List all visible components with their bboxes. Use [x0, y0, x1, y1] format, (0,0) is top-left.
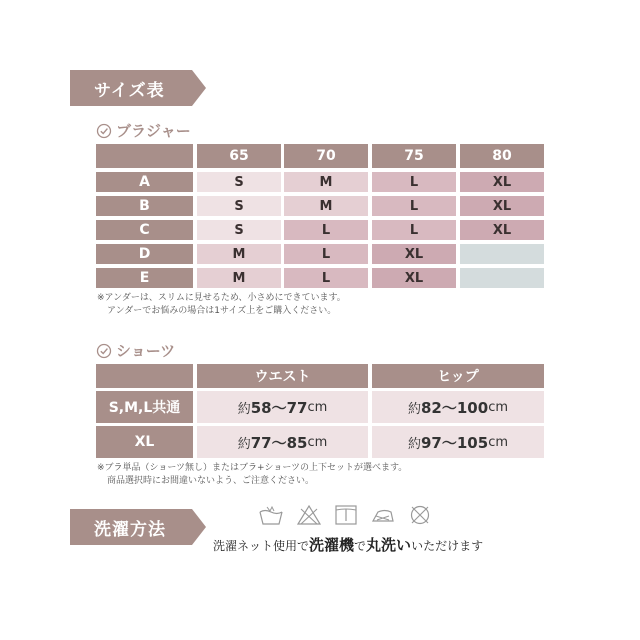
- bra-empty-cell: [460, 268, 544, 288]
- bra-size-cell: L: [284, 268, 368, 288]
- no-bleach-icon: [296, 504, 322, 530]
- shorts-corner-cell: [96, 364, 193, 388]
- bra-size-cell: L: [372, 220, 456, 240]
- wash-text-d: 丸洗い: [366, 536, 412, 554]
- size-table-tag: [70, 70, 192, 106]
- no-dry-clean-icon: [408, 504, 432, 530]
- bra-size-cell: S: [197, 220, 281, 240]
- shorts-hip-cell: [372, 426, 544, 458]
- bra-section-title: [96, 120, 191, 141]
- bra-title: ブラジャー: [116, 122, 191, 140]
- waist-range: 58～77: [250, 398, 308, 417]
- bra-note: [97, 292, 346, 318]
- bra-col-header: 70: [284, 144, 368, 168]
- wash-title: 洗濯方法: [94, 519, 166, 540]
- shorts-section-title: [96, 340, 175, 361]
- approx-label: 約: [237, 401, 251, 417]
- unit-label: cm: [307, 399, 328, 415]
- size-table-title: サイズ表: [94, 80, 165, 101]
- wash-text-a: 洗濯ネット使用で: [213, 539, 310, 553]
- bra-size-cell: XL: [372, 268, 456, 288]
- hip-range: 97～105: [421, 433, 489, 452]
- shorts-note: [97, 462, 407, 488]
- bra-col-header: 80: [460, 144, 544, 168]
- shorts-col-hip: ヒップ: [372, 364, 544, 388]
- bra-size-cell: M: [197, 268, 281, 288]
- check-circle-icon: [96, 343, 112, 359]
- shorts-waist-cell: [197, 426, 368, 458]
- shorts-hip-cell: [372, 391, 544, 423]
- wash-description: [213, 534, 483, 555]
- bra-size-cell: XL: [460, 172, 544, 192]
- check-circle-icon: [96, 123, 112, 139]
- shorts-note-line1: ※ブラ単品（ショーツ無し）またはブラ+ショーツの上下セットが選べます。: [97, 463, 408, 473]
- bra-note-line1: ※アンダーは、スリムに見せるため、小さめにできています。: [97, 293, 346, 303]
- bra-col-header: 65: [197, 144, 281, 168]
- shorts-row-header: S,M,L共通: [96, 391, 193, 423]
- bra-size-cell: M: [284, 172, 368, 192]
- wash-icons: [258, 504, 432, 530]
- bra-row-header: B: [96, 196, 193, 216]
- bra-size-cell: M: [284, 196, 368, 216]
- approx-label: 約: [407, 436, 421, 452]
- low-iron-icon: [370, 504, 396, 530]
- hand-wash-icon: [258, 504, 284, 530]
- bra-row-header: D: [96, 244, 193, 264]
- shorts-title: ショーツ: [116, 342, 176, 360]
- line-dry-icon: [334, 504, 358, 530]
- shorts-note-line2: 商品選択時にお間違いないよう、ご注意ください。: [107, 476, 315, 486]
- waist-range: 77～85: [250, 433, 308, 452]
- wash-text-c: で: [354, 539, 367, 553]
- bra-size-cell: S: [197, 196, 281, 216]
- bra-size-cell: L: [372, 172, 456, 192]
- bra-size-cell: L: [372, 196, 456, 216]
- wash-text-e: いただけます: [411, 539, 484, 553]
- bra-row-header: C: [96, 220, 193, 240]
- bra-row-header: E: [96, 268, 193, 288]
- unit-label: cm: [488, 399, 508, 415]
- unit-label: cm: [307, 434, 328, 450]
- hip-range: 82～100: [421, 398, 489, 417]
- approx-label: 約: [237, 436, 251, 452]
- shorts-waist-cell: [197, 391, 368, 423]
- bra-corner-cell: [96, 144, 193, 168]
- wash-text-b: 洗濯機: [309, 536, 355, 554]
- bra-col-header: 75: [372, 144, 456, 168]
- bra-size-cell: L: [284, 244, 368, 264]
- bra-empty-cell: [460, 244, 544, 264]
- shorts-col-waist: ウエスト: [197, 364, 368, 388]
- bra-size-cell: XL: [372, 244, 456, 264]
- bra-size-cell: XL: [460, 220, 544, 240]
- bra-size-cell: L: [284, 220, 368, 240]
- shorts-row-header: XL: [96, 426, 193, 458]
- bra-row-header: A: [96, 172, 193, 192]
- wash-tag: [70, 509, 192, 545]
- bra-size-cell: S: [197, 172, 281, 192]
- unit-label: cm: [488, 434, 508, 450]
- bra-size-cell: M: [197, 244, 281, 264]
- approx-label: 約: [407, 401, 421, 417]
- bra-note-line2: アンダーでお悩みの場合は1サイズ上をご購入ください。: [107, 306, 337, 316]
- bra-size-cell: XL: [460, 196, 544, 216]
